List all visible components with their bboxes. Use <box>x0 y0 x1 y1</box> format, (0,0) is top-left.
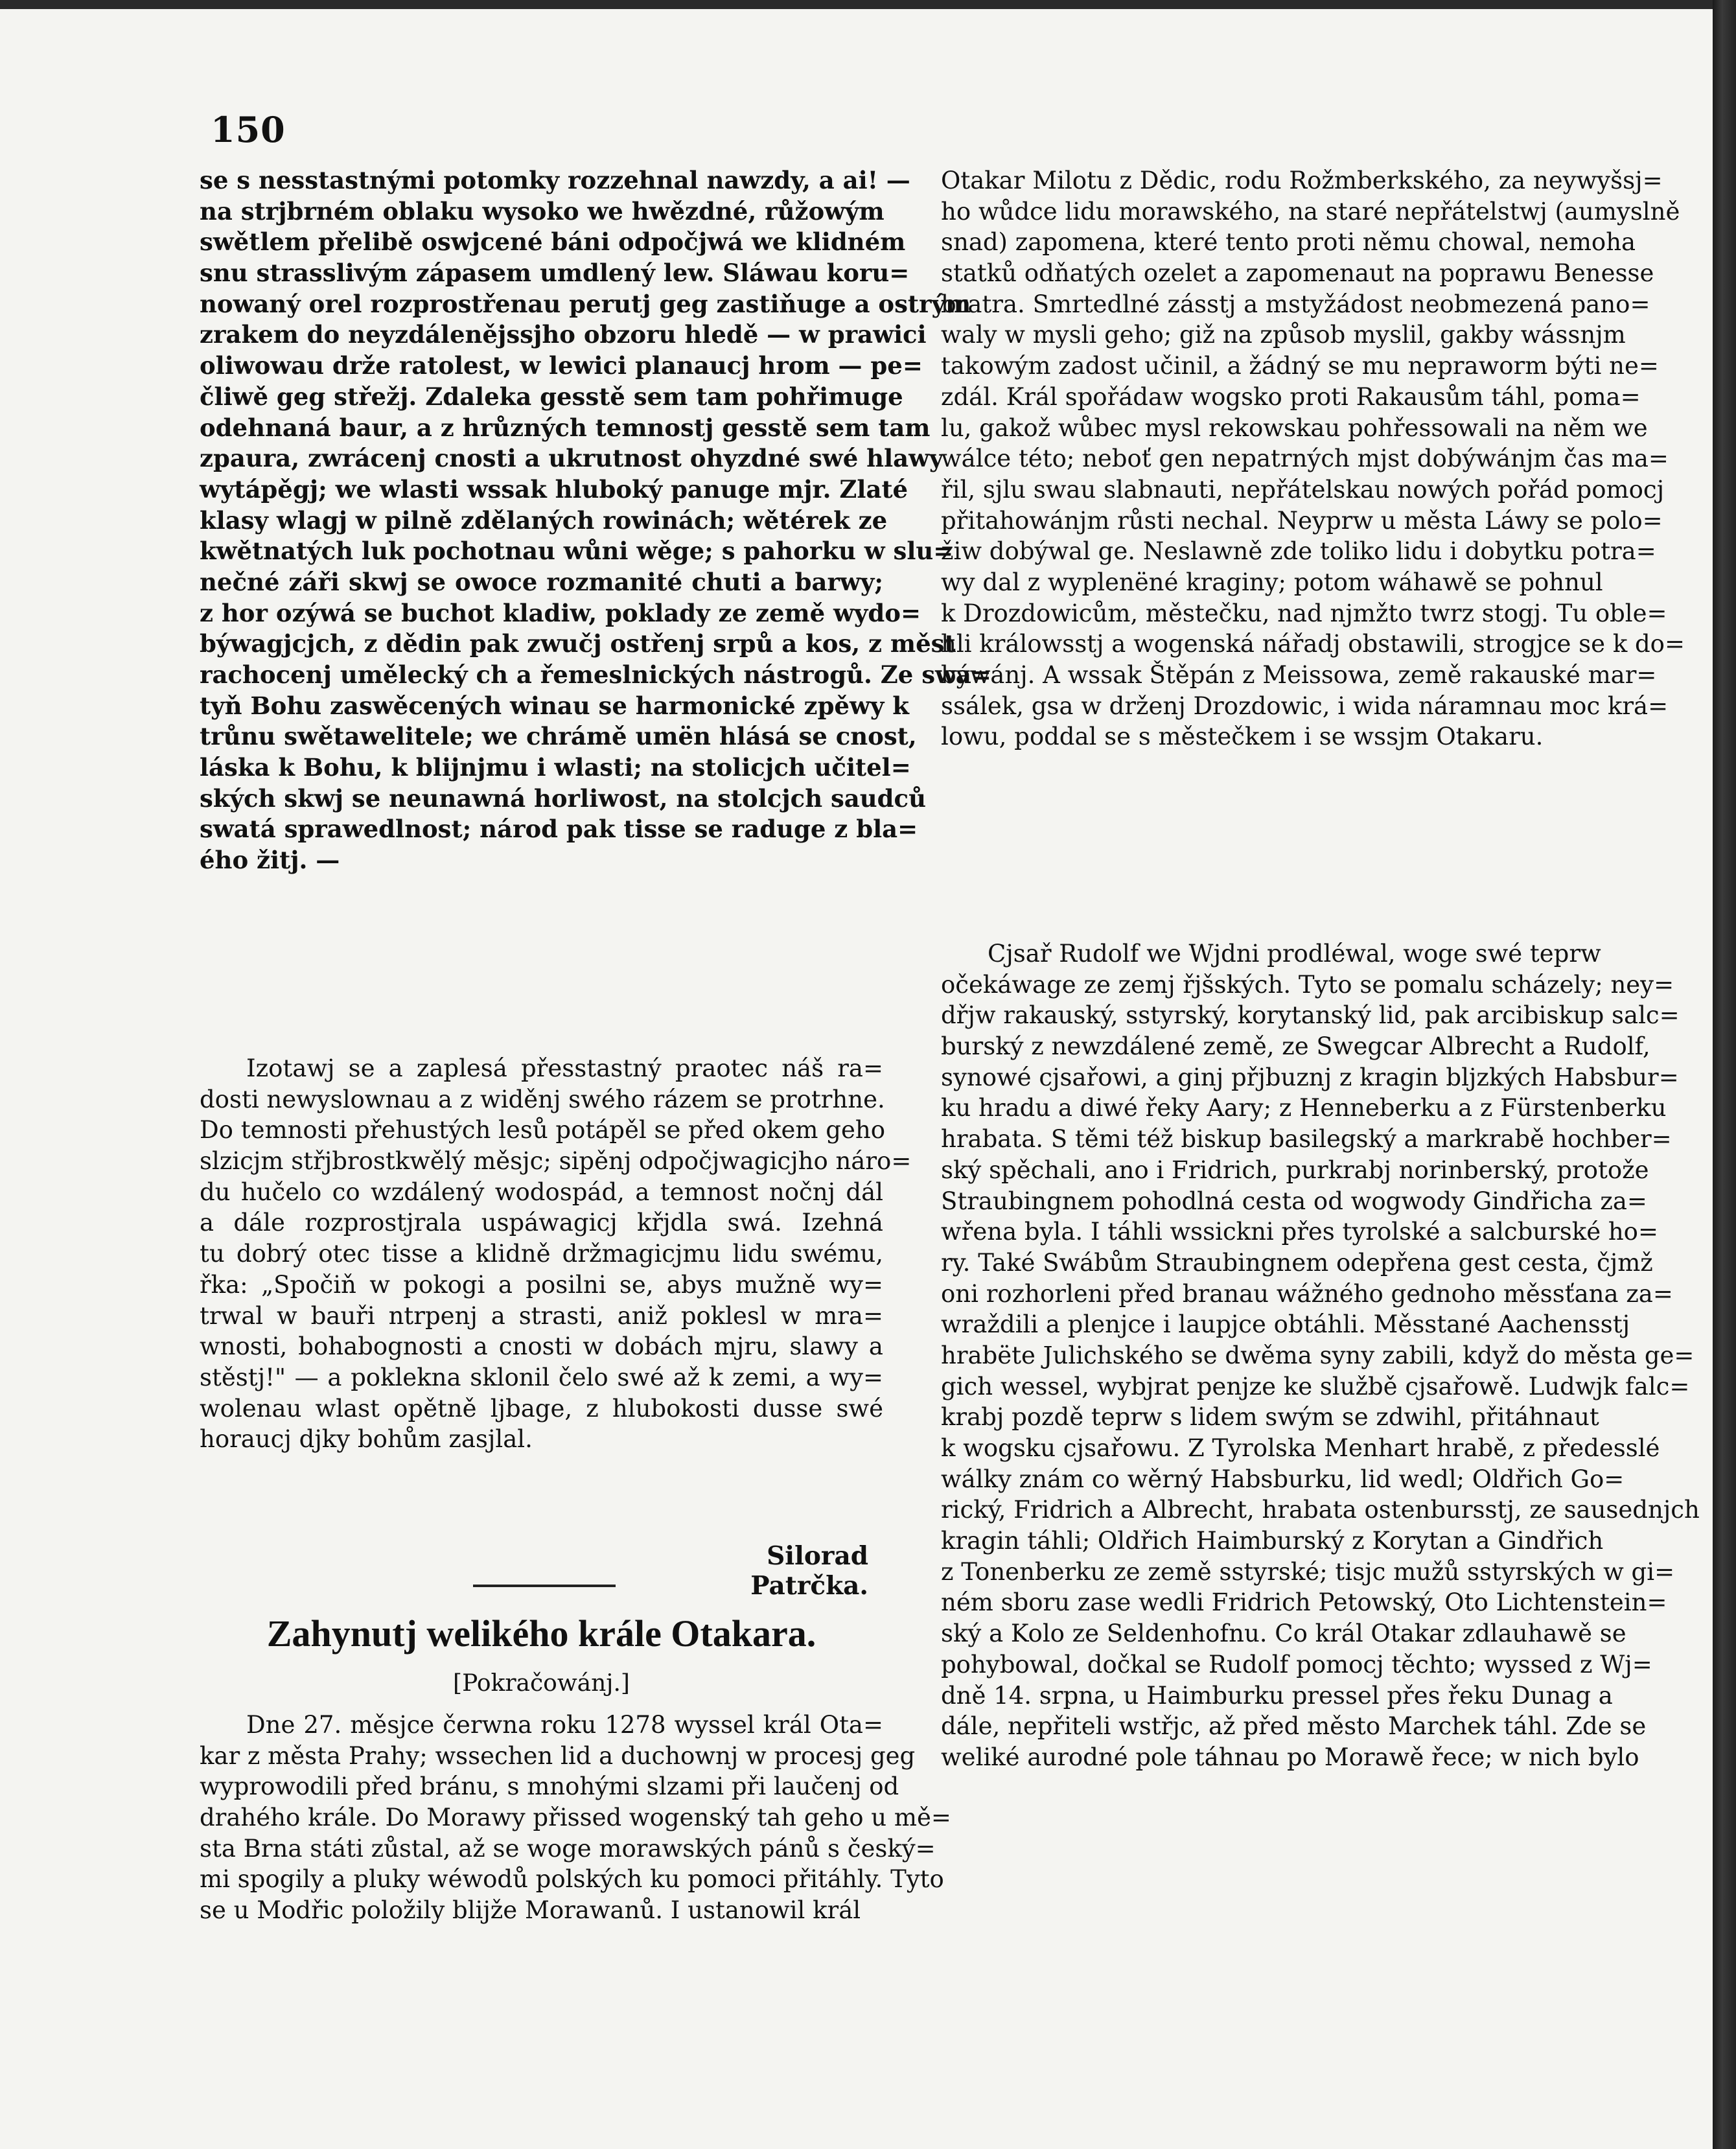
text-line: čliwě geg střežj. Zdaleka gesstě sem tam pohřimuge <box>200 382 903 411</box>
right-column-paragraph-1 <box>941 165 1685 752</box>
text-line: tyň Bohu zaswěcených winau se harmonické zpěwy k <box>200 691 909 720</box>
text-line: láska k Bohu, k blijnjmu i wlasti; na stolicjch učitel= <box>200 753 911 782</box>
text-line: býwagjcjch, z dědin pak zwučj ostřenj srpů a kos, z měst <box>200 629 956 658</box>
text-line: sta Brna státi zůstal, až se woge morawských pánů s český= <box>200 1834 936 1863</box>
text-line: Cjsař Rudolf we Wjdni prodléwal, woge swé teprw <box>988 940 1601 968</box>
scan-right-border <box>1713 0 1736 2149</box>
text-line: ném sboru zase wedli Fridrich Petowský, Oto Lichtenstein= <box>941 1588 1667 1617</box>
text-line: z hor ozýwá se buchot kladiw, poklady ze země wydo= <box>200 598 921 627</box>
text-line: Izotawj se a zaplesá přesstastný praotec náš ra= <box>246 1054 883 1082</box>
text-line: horaucj djky bohům zasjlal. <box>200 1425 533 1454</box>
text-line: zpaura, zwrácenj cnosti a ukrutnost ohyzdné swé hlawy <box>200 444 943 473</box>
right-column-paragraph-2 <box>941 938 1700 1773</box>
text-line: oni rozhorleni před branau wážného gednoho měssťana za= <box>941 1279 1673 1308</box>
text-line: ský a Kolo ze Seldenhofnu. Co král Otakar zdlauhawě se <box>941 1620 1626 1648</box>
text-line: k wogsku cjsařowu. Z Tyrolska Menhart hrabě, z předesslé <box>941 1434 1660 1462</box>
text-line: Dne 27. měsjce čerwna roku 1278 wyssel král Ota= <box>246 1711 883 1739</box>
text-line: waly w mysli geho; giž na způsob myslil, gakby wássnjm <box>941 321 1626 349</box>
text-line: trůnu swětawelitele; we chrámě umën hlásá se cnost, <box>200 722 917 751</box>
left-column-poem <box>200 165 991 876</box>
text-line: wraždili a plenjce i laupjce obtáhli. Měsstané Aachensstj <box>941 1310 1630 1339</box>
text-line: ských skwj se neunawná horliwost, na stolcjch saudců <box>200 784 926 813</box>
text-line: kar z města Prahy; wssechen lid a duchownj w procesj geg <box>200 1741 916 1770</box>
text-line: gich wessel, wybjrat penjze ke službě cjsařowě. Ludwjk falc= <box>941 1372 1690 1400</box>
text-line: býwánj. A wssak Štěpán z Meissowa, země rakauské mar= <box>941 661 1657 689</box>
text-line: dně 14. srpna, u Haimburku pressel přes řeku Dunag a <box>941 1681 1613 1710</box>
text-line: slzicjm střjbrostkwělý měsjc; sipěnj odpočjwagicjho náro= <box>200 1147 912 1176</box>
text-line: přitahowánjm růsti nechal. Neyprw u města Láwy se polo= <box>941 506 1663 535</box>
text-line: nowaný orel rozprostřenau perutj geg zastiňuge a ostrým <box>200 289 971 318</box>
text-line: weliké aurodné pole táhnau po Morawě řece; w nich bylo <box>941 1743 1639 1771</box>
text-line: snu strasslivým zápasem umdlený lew. Sláwau koru= <box>200 259 910 288</box>
text-line: se u Modřic položily blijže Morawanů. I ustanowil král <box>200 1896 861 1925</box>
text-line: trwal w bauři ntrpenj a strasti, aniž poklesl w mra= <box>200 1301 883 1330</box>
text-line: wálky znám co wěrný Habsburku, lid wedl; Oldřich Go= <box>941 1465 1625 1493</box>
text-line: krabj pozdě teprw s lidem swým se zdwihl, přitáhnaut <box>941 1403 1599 1432</box>
text-line: wy dal z wyplenëné kraginy; potom wáhawě se pohnul <box>941 568 1603 596</box>
text-line: zrakem do neyzdálenějssjho obzoru hledě — w prawici <box>200 320 927 349</box>
page-number: 150 <box>211 109 286 150</box>
author-signature: Silorad Patrčka. <box>750 1541 868 1601</box>
text-line: se s nesstastnými potomky rozzehnal nawzdy, a ai! — <box>200 166 910 194</box>
text-line: oliwowau drže ratolest, w lewici planaucj hrom — pe= <box>200 351 923 380</box>
text-line: wřena byla. I táhli wssickni přes tyrolské a salcburské ho= <box>941 1218 1658 1246</box>
text-line: lu, gakož wůbec mysl rekowskau pohřessowali na něm we <box>941 413 1648 442</box>
text-line: lowu, poddal se s městečkem i se wssjm Otakaru. <box>941 723 1544 751</box>
text-line: tu dobrý otec tisse a klidně držmagicjmu lidu swému, <box>200 1240 883 1268</box>
text-line: synowé cjsařowi, a ginj přjbuznj z kragin bljzkých Habsbur= <box>941 1063 1679 1091</box>
text-line: dřjw rakauský, sstyrský, korytanský lid, pak arcibiskup salc= <box>941 1001 1680 1030</box>
text-line: hli králowsstj a wogenská nářadj obstawili, strogjce se k do= <box>941 630 1685 658</box>
text-line: a dále rozprostjrala uspáwagicj křjdla swá. Izehná <box>200 1209 883 1237</box>
text-line: klasy wlagj w pilně zdělaných rowinách; wětérek ze <box>200 505 888 535</box>
text-line: takowým zadost učinil, a žádný se mu nepraworm býti ne= <box>941 352 1659 380</box>
text-line: wolenau wlast opětně ljbage, z hlubokosti dusse swé <box>200 1394 883 1423</box>
text-line: bratra. Smrtedlné zásstj a mstyžádost neobmezená pano= <box>941 290 1650 318</box>
article-intro <box>200 1710 951 1926</box>
text-line: burský z newzdálené země, ze Swegcar Albrecht a Rudolf, <box>941 1032 1650 1061</box>
text-line: Otakar Milotu z Dědic, rodu Rožmberkského, za neywyšsj= <box>941 167 1663 194</box>
text-line: k Drozdowicům, městečku, nad njmžto twrz stogj. Tu oble= <box>941 599 1667 627</box>
text-line: stěstj!" — a pokleknа sklonil čelo swé až k zemi, a wy= <box>200 1363 883 1391</box>
text-line: očekáwage ze zemj řjšských. Tyto se pomalu scházely; ney= <box>941 970 1674 999</box>
text-line: ho wůdce lidu morawského, na staré nepřátelstwj (aumyslně <box>941 197 1680 226</box>
text-line: pohybowal, dočkal se Rudolf pomocj těchto; wyssed z Wj= <box>941 1650 1652 1679</box>
text-line: ssálek, gsa w drženj Drozdowic, i wida náramnau moc krá= <box>941 691 1669 720</box>
article-title: Zahynutj welikého krále Otakara. <box>266 1612 816 1655</box>
text-line: ry. Také Swábům Straubingnem odepřena gest cesta, čjmž <box>941 1248 1653 1277</box>
text-line: wálce této; neboť gen nepatrných mjst dobýwánjm čas ma= <box>941 445 1669 473</box>
text-line: du hučelo co wzdálený wodospád, a temnost nočnj dál <box>200 1178 883 1206</box>
text-line: wyprowodili před bránu, s mnohými slzami při laučenj od <box>200 1772 899 1801</box>
text-line: rický, Fridrich a Albrecht, hrabata ostenbursstj, ze sausednjch <box>941 1496 1700 1524</box>
text-line: swětlem přelibě oswjcené báni odpočjwá we klidném <box>200 227 906 257</box>
article-subtitle: [Pokračowánj.] <box>453 1670 630 1697</box>
text-line: hrabata. S těmi též biskup basilegský a markrabě hochber= <box>941 1125 1672 1154</box>
text-line: Do temnosti přehustých lesů potápěl se před okem geho <box>200 1116 885 1144</box>
text-line: řil, sjlu swau slabnauti, nepřátelskau nowých pořád pomocj <box>941 475 1665 504</box>
text-line: z Tonenberku ze země sstyrské; tisjc mužů sstyrských w gi= <box>941 1557 1675 1586</box>
text-line: rachocenj umělecký ch a řemeslnických nástrogů. Ze swa= <box>200 660 991 689</box>
text-line: žiw dobýwal ge. Neslawně zde toliko lidu i dobytku potra= <box>941 537 1656 566</box>
text-line: na strjbrném oblaku wysoko we hwězdné, růžowým <box>200 196 885 226</box>
text-line: wytápěgj; we wlasti wssak hluboký panuge mjr. Zlaté <box>200 474 909 504</box>
text-line: snad) zapomena, které tento proti němu chowal, nemoha <box>941 228 1636 257</box>
text-line: řka: „Spočiň w pokogi a posilni se, abys mužně wy= <box>200 1270 883 1299</box>
text-line: dále, nepřiteli wstřjc, až před město Marchek táhl. Zde se <box>941 1712 1647 1741</box>
text-line: statků odňatých ozelet a zapomenaut na poprawu Benesse <box>941 259 1654 288</box>
section-divider <box>473 1585 616 1587</box>
text-line: drahého krále. Do Morawy přissed wogenský tah geho u mě= <box>200 1804 951 1832</box>
text-line: kwětnatých luk pochotnau wůni wěge; s pahorku w slu= <box>200 537 954 566</box>
text-line: hrabëte Julichského se dwěma syny zabili, když do města ge= <box>941 1341 1695 1369</box>
text-line: ský spěchali, ano i Fridrich, purkrabj norinberský, protože <box>941 1156 1649 1184</box>
text-line: swatá sprawedlnost; národ pak tisse se raduge z bla= <box>200 815 918 844</box>
left-column-paragraph <box>200 1053 912 1455</box>
text-line: ého žitj. — <box>200 846 340 875</box>
text-line: dosti newyslownau a z widěnj swého rázem se protrhne. <box>200 1085 885 1113</box>
text-line: ku hradu a diwé řeky Aary; z Henneberku a z Fürstenberku <box>941 1094 1667 1122</box>
text-line: wnosti, bohabognosti a cnosti w dobách mjru, slawy a <box>200 1332 883 1361</box>
text-line: kragin táhli; Oldřich Haimburský z Korytan a Gindřich <box>941 1527 1604 1555</box>
text-line: odehnaná baur, a z hrůzných temnostj gesstě sem tam <box>200 413 931 442</box>
scan-top-border <box>0 0 1736 9</box>
text-line: mi spogily a pluky wéwodů polských ku pomoci přitáhly. Tyto <box>200 1865 944 1894</box>
text-line: zdál. Král spořádaw wogsko proti Rakausům táhl, poma= <box>941 382 1641 411</box>
text-line: nečné záři skwj se owoce rozmanité chuti a barwy; <box>200 567 883 596</box>
text-line: Straubingnem pohodlná cesta od wogwody Gindřicha za= <box>941 1187 1647 1215</box>
